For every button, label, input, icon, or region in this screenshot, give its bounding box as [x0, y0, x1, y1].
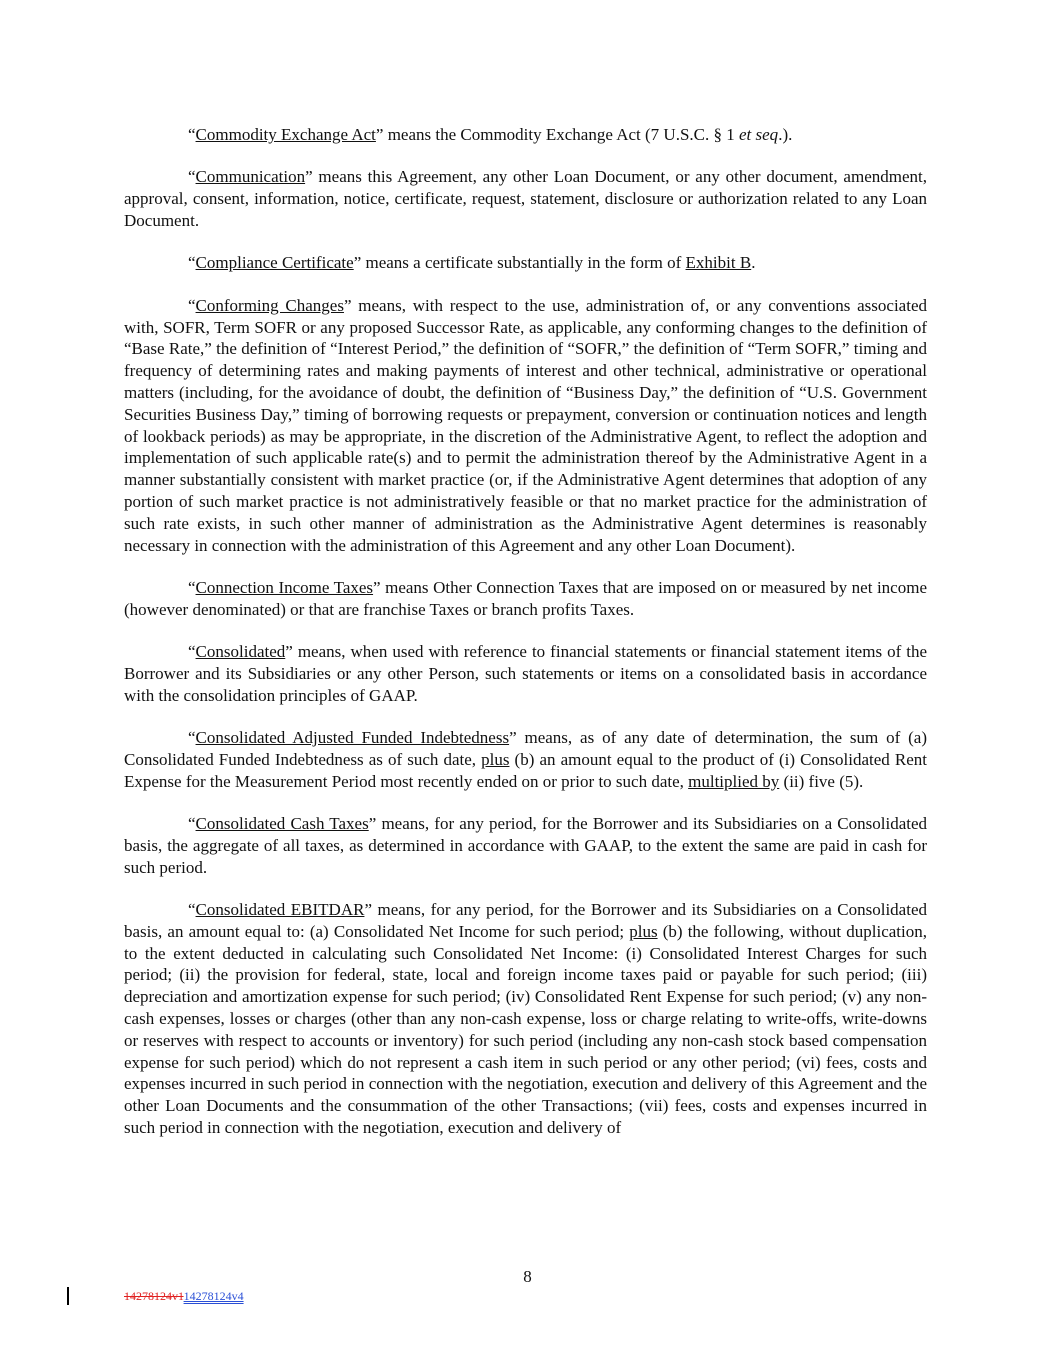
exhibit-reference: Exhibit B	[685, 253, 752, 273]
definition-text: .	[751, 253, 756, 273]
definition-connection-income-taxes: “Connection Income Taxes” means Other Connection Taxes that are imposed on or measured by net income (however denominated) or that are franchise Taxes or branch profits Taxes.	[124, 577, 927, 619]
defined-term: Compliance Certificate	[195, 253, 354, 273]
definition-text: ” means, for any period, for the Borrower and its Subsidiaries on a Consolidated basis, the aggregate of all taxes, as determined in accordance with GAAP, to the extent the same are paid in cash for such period.	[124, 814, 928, 877]
underlined-operator: plus	[629, 921, 658, 941]
underlined-operator: multiplied by	[688, 771, 780, 791]
definition-text: ” means, when used with reference to financial statements or financial statement items of the Borrower and its Subsidiaries or any other Person, such statements or items on a consolidated basis in accordance with the consolidation principles of GAAP.	[124, 642, 927, 705]
definition-compliance-certificate: “Compliance Certificate” means a certificate substantially in the form of Exhibit B.	[188, 253, 756, 273]
definition-consolidated-cash-taxes: “Consolidated Cash Taxes” means, for any period, for the Borrower and its Subsidiaries on a Consolidated basis, the aggregate of all taxes, as determined in accordance with GAAP, to the extent the same are paid in cash for such period.	[124, 814, 928, 877]
document-id	[124, 1289, 244, 1304]
defined-term: Commodity Exchange Act	[195, 125, 376, 144]
italic-text: et seq	[739, 125, 779, 144]
definition-text: ” means, for any period, for the Borrower and its Subsidiaries on a Consolidated basis, an amount equal to: (a) Consolidated Net Income for such period;	[124, 900, 927, 941]
defined-term: Conforming Changes	[195, 295, 344, 315]
definition-consolidated-adjusted-funded-indebtedness: “Consolidated Adjusted Funded Indebtedness” means, as of any date of determination, the sum of (a) Consolidated Funded Indebtedness as of such date, plus (b) an amount equal to the product of (i) Consolidated Rent Expense for the Measurement Period most recently ended on or prior to such date, multiplied by (ii) five (5).	[124, 728, 928, 791]
defined-term: Consolidated Cash Taxes	[195, 814, 369, 834]
document-body	[124, 124, 927, 1159]
document-id-deleted: 14278124v1	[124, 1289, 184, 1303]
definition-text: ” means Other Connection Taxes that are imposed on or measured by net income (however denominated) or that are franchise Taxes or branch profits Taxes.	[124, 577, 927, 619]
definition-text: (b) the following, without duplication, to the extent deducted in calculating such Consolidated Net Income: (i) Consolidated Interest Charges for such period; (ii) the provision for federal, state, local and foreign income taxes paid or payable for such period; (iii) depreciation and amortization expense for such period; (iv) Consolidated Rent Expense for such period; (v) any non-cash expenses, losses or charges (other than any non-cash expense, loss or charge relating to write-offs, write-downs or reserves with respect to accounts or inventory) for such period (including any non-cash stock based compensation expense for such period) which do not represent a cash item in such period or any other period; (vi) fees, costs and expenses incurred in such period in connection with the negotiation, execution and delivery of this Agreement and the other Loan Documents and the consummation of the other Transactions; (vii) fees, costs and expenses incurred in such period in connection with the negotiation, execution and delivery of	[124, 921, 927, 1138]
defined-term: Connection Income Taxes	[195, 577, 374, 597]
defined-term: Consolidated	[195, 642, 286, 662]
change-bar	[67, 1287, 69, 1305]
definition-commodity-exchange-act: “Commodity Exchange Act” means the Commodity Exchange Act (7 U.S.C. § 1 et seq.).	[188, 125, 793, 144]
defined-term: Consolidated Adjusted Funded Indebtedness	[195, 728, 510, 748]
definition-text: ” means the Commodity Exchange Act (7 U.S.C. § 1	[375, 125, 739, 144]
underlined-operator: plus	[481, 749, 510, 769]
definition-consolidated-ebitdar: “Consolidated EBITDAR” means, for any period, for the Borrower and its Subsidiaries on a Consolidated basis, an amount equal to: (a) Consolidated Net Income for such period; plus (b) the following, without duplication, to the extent deducted in calculating such Consolidated Net Income: (i) Consolidated Interest Charges for such period; (ii) the provision for federal, state, local and foreign income taxes paid or payable for such period; (iii) depreciation and amortization expense for such period; (iv) Consolidated Rent Expense for such period; (v) any non-cash expenses, losses or charges (other than any non-cash expense, loss or charge relating to write-offs, write-downs or reserves with respect to accounts or inventory) for such period (including any non-cash stock based compensation expense for such period) which do not represent a cash item in such period or any other period; (vi) fees, costs and expenses incurred in such period in connection with the negotiation, execution and delivery of this Agreement and the other Loan Documents and the consummation of the other Transactions; (vii) fees, costs and expenses incurred in such period in connection with the negotiation, execution and delivery of	[124, 900, 927, 1138]
definition-text: .).	[778, 125, 793, 144]
definition-conforming-changes: “Conforming Changes” means, with respect to the use, administration of, or any conventions associated with, SOFR, Term SOFR or any proposed Successor Rate, as applicable, any conforming changes to the definition of “Base Rate,” the definition of “Interest Period,” the definition of “SOFR,” the definition of “Term SOFR,” timing and frequency of determining rates and making payments of interest and other technical, administrative or operational matters (including, for the avoidance of doubt, the definition of “Business Day,” the definition of “U.S. Government Securities Business Day,” timing of borrowing requests or prepayment, conversion or continuation notices and length of lookback periods) as may be appropriate, in the discretion of the Administrative Agent, to reflect the adoption and implementation of such applicable rate(s) and to permit the administration thereof by the Administrative Agent in a manner substantially consistent with market practice (or, if the Administrative Agent determines that adoption of any portion of such market practice is not administratively feasible or that no market practice for the administration of such rate exists, in such other manner of administration as the Administrative Agent determines is reasonably necessary in connection with the administration of this Agreement and any other Loan Document).	[124, 295, 927, 555]
definition-text: (ii) five (5).	[779, 771, 864, 791]
defined-term: Consolidated EBITDAR	[195, 900, 365, 920]
definition-communication: “Communication” means this Agreement, any other Loan Document, or any other document, amendment, approval, consent, information, notice, certificate, request, statement, disclosure or authorization related to any Loan Document.	[124, 167, 927, 230]
definition-consolidated: “Consolidated” means, when used with reference to financial statements or financial statement items of the Borrower and its Subsidiaries or any other Person, such statements or items on a consolidated basis in accordance with the consolidation principles of GAAP.	[124, 642, 927, 705]
definition-text: ” means, as of any date of determination, the sum of (a) Consolidated Funded Indebtedness as of such date,	[124, 728, 927, 769]
definition-text: ” means a certificate substantially in the form of	[353, 253, 686, 273]
document-id-inserted: 14278124v4	[183, 1289, 244, 1303]
definition-text: ” means this Agreement, any other Loan Document, or any other document, amendment, approval, consent, information, notice, certificate, request, statement, disclosure or authorization related to any Loan Document.	[124, 167, 927, 230]
defined-term: Communication	[195, 167, 306, 187]
definition-text: (b) an amount equal to the product of (i) Consolidated Rent Expense for the Measurement Period most recently ended on or prior to such date,	[124, 749, 928, 791]
definition-text: ” means, with respect to the use, administration of, or any conventions associated with, SOFR, Term SOFR or any proposed Successor Rate, as applicable, any conforming changes to the definition of “Base Rate,” the definition of “Interest Period,” the definition of “SOFR,” the definition of “Term SOFR,” timing and frequency of determining rates and making payments of interest and other technical, administrative or operational matters (including, for the avoidance of doubt, the definition of “Business Day,” the definition of “U.S. Government Securities Business Day,” timing of borrowing requests or prepayment, conversion or continuation notices and length of lookback periods) as may be appropriate, in the discretion of the Administrative Agent, to reflect the adoption and implementation of such applicable rate(s) and to permit the administration thereof by the Administrative Agent in a manner substantially consistent with market practice (or, if the Administrative Agent determines that adoption of any portion of such market practice is not administratively feasible or that no market practice for the administration of such rate exists, in such other manner of administration as the Administrative Agent determines is reasonably necessary in connection with the administration of this Agreement and any other Loan Document).	[124, 295, 927, 555]
page-number: 8	[523, 1267, 532, 1286]
